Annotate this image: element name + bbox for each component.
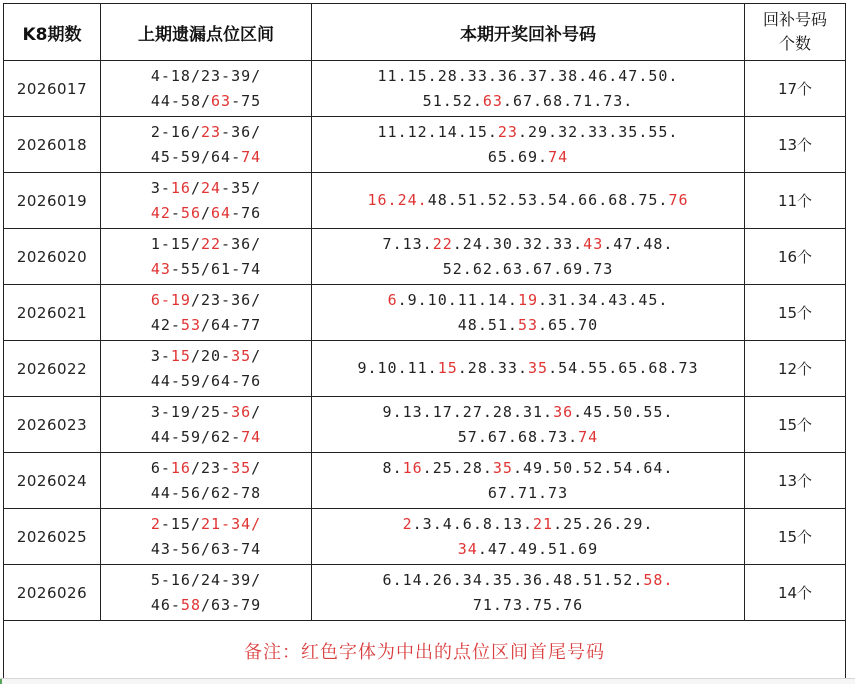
period-cell: 2026018 bbox=[4, 117, 101, 173]
number-text: .28.33. bbox=[457, 359, 528, 377]
period-cell: 2026026 bbox=[4, 565, 101, 621]
header-interval: 上期遗漏点位区间 bbox=[101, 4, 312, 61]
numbers-line bbox=[312, 64, 744, 89]
period-cell: 2026025 bbox=[4, 509, 101, 565]
number-text: 8. bbox=[382, 458, 403, 477]
highlight-number: 21-34/ bbox=[200, 514, 262, 533]
highlight-number: 36 bbox=[553, 402, 574, 421]
highlight-number: 23 bbox=[200, 122, 222, 141]
numbers-cell bbox=[312, 397, 745, 453]
numbers-cell bbox=[312, 61, 745, 117]
header-count bbox=[745, 4, 846, 61]
highlight-number: 43 bbox=[583, 234, 604, 253]
number-text: / bbox=[190, 178, 201, 197]
sheet-bottom-strip bbox=[0, 678, 855, 684]
interval-cell bbox=[101, 285, 312, 341]
numbers-line bbox=[312, 537, 744, 562]
interval-line bbox=[101, 537, 311, 562]
number-text: 42- bbox=[150, 315, 181, 334]
highlight-number: 35 bbox=[231, 346, 252, 365]
highlight-number: 74 bbox=[548, 147, 569, 166]
interval-line bbox=[101, 512, 311, 537]
number-text: /23-36/ bbox=[190, 290, 262, 309]
count-cell: 16个 bbox=[745, 229, 846, 285]
numbers-line bbox=[312, 232, 744, 257]
results-table bbox=[3, 3, 846, 682]
number-text: 6- bbox=[150, 458, 171, 477]
highlight-number: 74 bbox=[578, 427, 599, 446]
numbers-line bbox=[312, 313, 744, 338]
count-cell: 14个 bbox=[745, 565, 846, 621]
number-text: 3-19/25- bbox=[150, 402, 232, 421]
highlight-number: 58. bbox=[643, 570, 674, 589]
numbers-cell bbox=[312, 341, 745, 397]
numbers-line bbox=[312, 456, 744, 481]
count-cell: 15个 bbox=[745, 509, 846, 565]
table-row bbox=[4, 173, 846, 229]
highlight-number: 36 bbox=[231, 402, 252, 421]
numbers-cell bbox=[312, 173, 745, 229]
number-text: 9.13.17.27.28.31. bbox=[382, 402, 554, 421]
number-text: .45.50.55. bbox=[573, 402, 674, 421]
table-row bbox=[4, 341, 846, 397]
interval-cell bbox=[101, 453, 312, 509]
number-text: .47.49.51.69 bbox=[477, 539, 599, 558]
highlight-number: 58 bbox=[180, 595, 201, 614]
number-text: 48.51.52.53.54.66.68.75. bbox=[427, 191, 669, 209]
number-text: /64-77 bbox=[200, 315, 262, 334]
number-text: / bbox=[251, 346, 262, 365]
highlight-number: 16 bbox=[170, 458, 191, 477]
number-text: .25.28. bbox=[422, 458, 493, 477]
period-cell: 2026021 bbox=[4, 285, 101, 341]
highlight-number: 56 bbox=[180, 203, 201, 222]
number-text: 2-16/ bbox=[150, 122, 201, 141]
number-text: 45-59/64- bbox=[150, 147, 242, 166]
number-text: 51.52. bbox=[422, 91, 483, 110]
note-text: 备注：红色字体为中出的点位区间首尾号码 bbox=[4, 621, 846, 682]
number-text: 11.15.28.33.36.37.38.46.47.50. bbox=[377, 66, 679, 85]
count-cell: 15个 bbox=[745, 397, 846, 453]
number-text: .25.26.29. bbox=[553, 514, 654, 533]
number-text: 44-58/ bbox=[150, 91, 212, 110]
number-text: .31.34.43.45. bbox=[538, 290, 669, 309]
highlight-number: 24 bbox=[200, 178, 222, 197]
interval-line bbox=[101, 344, 311, 369]
highlight-number: 19 bbox=[517, 290, 539, 309]
interval-cell bbox=[101, 117, 312, 173]
number-text: 57.67.68.73. bbox=[457, 427, 579, 446]
numbers-cell bbox=[312, 285, 745, 341]
interval-line bbox=[101, 89, 311, 114]
highlight-number: 35 bbox=[492, 458, 513, 477]
header-count-line2: 个数 bbox=[778, 34, 811, 53]
header-numbers: 本期开奖回补号码 bbox=[312, 4, 745, 61]
table-body bbox=[4, 61, 846, 621]
number-text: 43-56/63-74 bbox=[150, 539, 262, 558]
highlight-number: 63 bbox=[211, 91, 232, 110]
numbers-cell bbox=[312, 229, 745, 285]
interval-line bbox=[101, 232, 311, 257]
number-text: 46- bbox=[150, 595, 181, 614]
number-text: .67.68.71.73. bbox=[502, 91, 634, 110]
numbers-line bbox=[312, 568, 744, 593]
highlight-number: 42 bbox=[150, 203, 171, 222]
count-cell: 15个 bbox=[745, 285, 846, 341]
highlight-number: 21 bbox=[533, 514, 554, 533]
number-text: / bbox=[251, 402, 262, 421]
numbers-line bbox=[312, 145, 744, 170]
number-text: .54.55.65.68.73 bbox=[548, 359, 699, 377]
number-text: -36/ bbox=[221, 234, 262, 253]
interval-cell bbox=[101, 341, 312, 397]
number-text: /23- bbox=[190, 458, 232, 477]
interval-cell bbox=[101, 565, 312, 621]
numbers-line bbox=[312, 257, 744, 282]
highlight-number: 6-19 bbox=[150, 290, 191, 309]
interval-cell bbox=[101, 509, 312, 565]
interval-line bbox=[101, 568, 311, 593]
number-text: 3- bbox=[150, 178, 171, 197]
number-text: .49.50.52.54.64. bbox=[512, 458, 674, 477]
interval-line bbox=[101, 64, 311, 89]
highlight-number: 53 bbox=[180, 315, 201, 334]
number-text: - bbox=[170, 203, 181, 222]
number-text: 67.71.73 bbox=[487, 483, 569, 502]
table-row bbox=[4, 509, 846, 565]
highlight-number: 53 bbox=[517, 315, 539, 334]
table-row bbox=[4, 565, 846, 621]
numbers-line bbox=[312, 593, 744, 618]
number-text: /20- bbox=[190, 346, 232, 365]
number-text: .24.30.32.33. bbox=[452, 234, 584, 253]
highlight-number: 22 bbox=[432, 234, 453, 253]
number-text: 52.62.63.67.69.73 bbox=[442, 259, 614, 278]
highlight-number: 43 bbox=[150, 259, 171, 278]
interval-line bbox=[101, 257, 311, 282]
highlight-number: 23 bbox=[497, 122, 518, 141]
period-cell: 2026019 bbox=[4, 173, 101, 229]
cell-marker bbox=[0, 679, 2, 684]
interval-line bbox=[101, 201, 311, 226]
highlight-number: 34 bbox=[457, 539, 478, 558]
number-text: 1-15/ bbox=[150, 234, 201, 253]
table-row bbox=[4, 229, 846, 285]
highlight-number: 74 bbox=[241, 427, 262, 446]
interval-line bbox=[101, 456, 311, 481]
period-cell: 2026020 bbox=[4, 229, 101, 285]
count-cell: 11个 bbox=[745, 173, 846, 229]
table-row bbox=[4, 397, 846, 453]
count-cell: 12个 bbox=[745, 341, 846, 397]
table-row bbox=[4, 117, 846, 173]
interval-line bbox=[101, 176, 311, 201]
count-cell: 17个 bbox=[745, 61, 846, 117]
interval-cell bbox=[101, 61, 312, 117]
period-cell: 2026023 bbox=[4, 397, 101, 453]
interval-line bbox=[101, 481, 311, 506]
number-text: 7.13. bbox=[382, 234, 433, 253]
interval-cell bbox=[101, 397, 312, 453]
numbers-line bbox=[312, 400, 744, 425]
number-text: / bbox=[251, 458, 262, 477]
number-text: 4-18/23-39/ bbox=[150, 66, 262, 85]
interval-line bbox=[101, 120, 311, 145]
number-text: 3- bbox=[150, 346, 171, 365]
number-text: .3.4.6.8.13. bbox=[412, 514, 534, 533]
header-row bbox=[4, 4, 846, 61]
interval-line bbox=[101, 369, 311, 394]
count-cell: 13个 bbox=[745, 117, 846, 173]
numbers-line bbox=[312, 512, 744, 537]
highlight-number: 63 bbox=[482, 91, 503, 110]
highlight-number: 35 bbox=[231, 458, 252, 477]
number-text: 44-56/62-78 bbox=[150, 483, 262, 502]
table-row bbox=[4, 453, 846, 509]
interval-line bbox=[101, 400, 311, 425]
numbers-line bbox=[312, 425, 744, 450]
numbers-cell bbox=[312, 117, 745, 173]
highlight-number: 2 bbox=[150, 514, 161, 533]
header-count-line1: 回补号码 bbox=[762, 10, 827, 29]
highlight-number: 22 bbox=[200, 234, 222, 253]
count-cell: 13个 bbox=[745, 453, 846, 509]
highlight-number: 16 bbox=[402, 458, 423, 477]
number-text: -35/ bbox=[221, 178, 262, 197]
number-text: 5-16/24-39/ bbox=[150, 570, 262, 589]
highlight-number: 16.24. bbox=[367, 191, 428, 209]
highlight-number: 35 bbox=[528, 359, 549, 377]
number-text: 6.14.26.34.35.36.48.51.52. bbox=[382, 570, 644, 589]
numbers-line bbox=[312, 481, 744, 506]
number-text: .9.10.11.14. bbox=[397, 290, 518, 309]
number-text: -36/ bbox=[221, 122, 262, 141]
interval-cell bbox=[101, 173, 312, 229]
number-text: -15/ bbox=[160, 514, 201, 533]
numbers-line bbox=[312, 288, 744, 313]
numbers-cell bbox=[312, 565, 745, 621]
highlight-number: 15 bbox=[170, 346, 191, 365]
number-text: 71.73.75.76 bbox=[472, 595, 584, 614]
number-text: 11.12.14.15. bbox=[377, 122, 498, 141]
numbers-line bbox=[312, 188, 744, 213]
period-cell: 2026024 bbox=[4, 453, 101, 509]
number-text: 9.10.11. bbox=[357, 359, 438, 377]
numbers-line bbox=[312, 356, 744, 381]
number-text: .65.70 bbox=[538, 315, 599, 334]
number-text: -75 bbox=[231, 91, 262, 110]
number-text: 48.51. bbox=[457, 315, 518, 334]
interval-line bbox=[101, 425, 311, 450]
interval-line bbox=[101, 313, 311, 338]
table-row bbox=[4, 61, 846, 117]
highlight-number: 64 bbox=[211, 203, 232, 222]
numbers-cell bbox=[312, 453, 745, 509]
period-cell: 2026017 bbox=[4, 61, 101, 117]
number-text: 44-59/64-76 bbox=[150, 371, 262, 390]
note-row bbox=[4, 621, 846, 682]
header-period: K8期数 bbox=[4, 4, 101, 61]
table-row bbox=[4, 285, 846, 341]
highlight-number: 15 bbox=[437, 359, 458, 377]
number-text: .47.48. bbox=[603, 234, 674, 253]
interval-cell bbox=[101, 229, 312, 285]
number-text: /63-79 bbox=[200, 595, 262, 614]
period-cell: 2026022 bbox=[4, 341, 101, 397]
numbers-line bbox=[312, 89, 744, 114]
numbers-line bbox=[312, 120, 744, 145]
number-text: 44-59/62- bbox=[150, 427, 242, 446]
interval-line bbox=[101, 288, 311, 313]
number-text: -55/61-74 bbox=[170, 259, 262, 278]
highlight-number: 76 bbox=[668, 191, 689, 209]
interval-line bbox=[101, 593, 311, 618]
number-text: -76 bbox=[231, 203, 262, 222]
highlight-number: 2 bbox=[402, 514, 413, 533]
number-text: / bbox=[200, 203, 212, 222]
highlight-number: 16 bbox=[170, 178, 191, 197]
number-text: .29.32.33.35.55. bbox=[517, 122, 679, 141]
numbers-cell bbox=[312, 509, 745, 565]
highlight-number: 74 bbox=[241, 147, 262, 166]
interval-line bbox=[101, 145, 311, 170]
highlight-number: 6 bbox=[387, 290, 398, 309]
number-text: 65.69. bbox=[487, 147, 549, 166]
